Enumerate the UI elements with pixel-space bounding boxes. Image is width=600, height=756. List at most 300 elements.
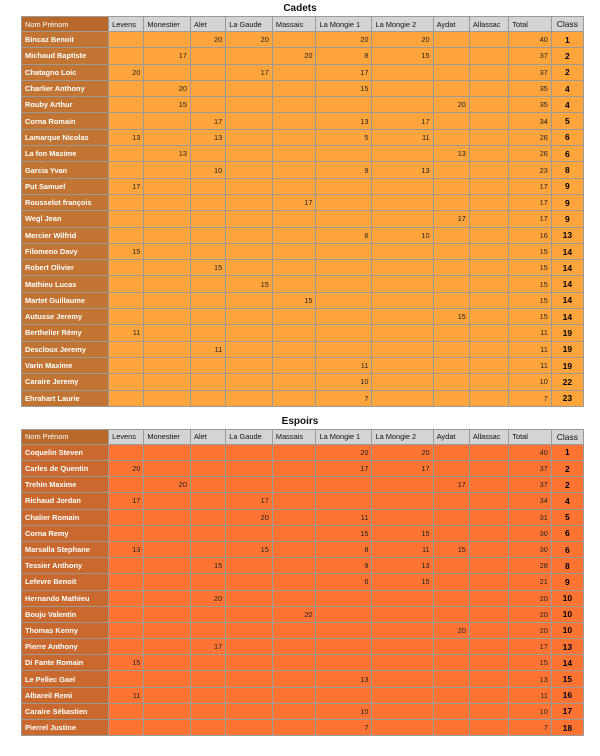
points-cell bbox=[470, 179, 508, 194]
points-cell bbox=[372, 510, 432, 525]
points-cell bbox=[109, 445, 143, 460]
points-cell bbox=[226, 688, 272, 703]
points-cell bbox=[273, 704, 316, 719]
points-cell bbox=[144, 510, 190, 525]
points-cell bbox=[226, 374, 272, 389]
points-cell: 11 bbox=[191, 342, 225, 357]
points-cell: 15 bbox=[316, 81, 371, 96]
points-cell bbox=[273, 342, 316, 357]
table-row bbox=[22, 342, 583, 357]
points-cell bbox=[434, 179, 469, 194]
points-cell: 15 bbox=[372, 526, 432, 541]
points-cell bbox=[144, 113, 190, 128]
points-cell bbox=[273, 276, 316, 291]
points-cell bbox=[144, 704, 190, 719]
table-row bbox=[22, 244, 583, 259]
points-cell bbox=[109, 146, 143, 161]
class-cell: 13 bbox=[552, 639, 583, 654]
rider-name-cell: Tessier Anthony bbox=[22, 558, 108, 573]
points-cell: 17 bbox=[434, 477, 469, 492]
points-cell bbox=[273, 391, 316, 406]
espoirs-body bbox=[22, 445, 583, 735]
points-cell bbox=[226, 211, 272, 226]
points-cell bbox=[470, 325, 508, 340]
rider-name-cell: Chalier Romain bbox=[22, 510, 108, 525]
points-cell bbox=[273, 97, 316, 112]
points-cell bbox=[273, 32, 316, 47]
points-cell bbox=[191, 704, 225, 719]
points-cell bbox=[470, 526, 508, 541]
points-cell bbox=[226, 260, 272, 275]
points-cell: 17 bbox=[109, 493, 143, 508]
rider-name-cell: Martet Guillaume bbox=[22, 293, 108, 308]
table-row bbox=[22, 591, 583, 606]
table-row bbox=[22, 558, 583, 573]
points-cell bbox=[434, 526, 469, 541]
points-cell bbox=[434, 162, 469, 177]
points-cell bbox=[273, 309, 316, 324]
total-cell: 15 bbox=[509, 244, 551, 259]
rider-name-cell: Pierrel Justine bbox=[22, 720, 108, 735]
points-cell: 11 bbox=[109, 325, 143, 340]
points-cell bbox=[434, 244, 469, 259]
points-cell bbox=[191, 325, 225, 340]
total-cell: 10 bbox=[509, 374, 551, 389]
points-cell bbox=[226, 358, 272, 373]
points-cell bbox=[109, 574, 143, 589]
points-cell bbox=[434, 65, 469, 80]
total-cell: 20 bbox=[509, 591, 551, 606]
points-cell bbox=[470, 342, 508, 357]
points-cell bbox=[372, 309, 432, 324]
points-cell bbox=[273, 493, 316, 508]
table-row bbox=[22, 607, 583, 622]
points-cell bbox=[226, 445, 272, 460]
points-cell bbox=[191, 48, 225, 63]
points-cell: 15 bbox=[226, 276, 272, 291]
table-row bbox=[22, 309, 583, 324]
table-row bbox=[22, 542, 583, 557]
points-cell bbox=[372, 342, 432, 357]
points-cell bbox=[470, 65, 508, 80]
points-cell bbox=[372, 477, 432, 492]
points-cell bbox=[144, 342, 190, 357]
points-cell bbox=[144, 32, 190, 47]
points-cell bbox=[226, 623, 272, 638]
total-cell: 26 bbox=[509, 130, 551, 145]
points-cell: 20 bbox=[191, 32, 225, 47]
points-cell bbox=[434, 391, 469, 406]
points-cell bbox=[109, 195, 143, 210]
points-cell bbox=[316, 97, 371, 112]
column-header: Class bbox=[552, 430, 583, 444]
points-cell bbox=[273, 211, 316, 226]
table-row bbox=[22, 623, 583, 638]
points-cell bbox=[191, 574, 225, 589]
points-cell: 17 bbox=[144, 48, 190, 63]
points-cell bbox=[273, 162, 316, 177]
points-cell bbox=[470, 558, 508, 573]
points-cell bbox=[144, 162, 190, 177]
points-cell bbox=[144, 244, 190, 259]
points-cell bbox=[372, 720, 432, 735]
points-cell bbox=[191, 374, 225, 389]
points-cell bbox=[144, 179, 190, 194]
rider-name-cell: Put Samuel bbox=[22, 179, 108, 194]
points-cell bbox=[434, 671, 469, 686]
points-cell bbox=[226, 81, 272, 96]
points-cell bbox=[372, 211, 432, 226]
points-cell bbox=[191, 309, 225, 324]
points-cell: 17 bbox=[273, 195, 316, 210]
rider-name-cell: Bincaz Benoit bbox=[22, 32, 108, 47]
points-cell bbox=[144, 542, 190, 557]
total-cell: 10 bbox=[509, 704, 551, 719]
points-cell bbox=[226, 639, 272, 654]
column-header: Levens bbox=[109, 17, 143, 31]
points-cell: 15 bbox=[109, 244, 143, 259]
points-cell bbox=[226, 391, 272, 406]
points-cell: 15 bbox=[191, 260, 225, 275]
points-cell bbox=[191, 542, 225, 557]
points-cell bbox=[191, 623, 225, 638]
points-cell: 13 bbox=[144, 146, 190, 161]
table-row bbox=[22, 391, 583, 406]
column-header: Aydat bbox=[434, 430, 469, 444]
column-header: La Gaude bbox=[226, 430, 272, 444]
points-cell bbox=[273, 228, 316, 243]
points-cell: 8 bbox=[316, 542, 371, 557]
points-cell bbox=[470, 623, 508, 638]
total-cell: 21 bbox=[509, 574, 551, 589]
points-cell bbox=[191, 688, 225, 703]
points-cell bbox=[316, 623, 371, 638]
points-cell: 15 bbox=[434, 309, 469, 324]
points-cell bbox=[191, 526, 225, 541]
points-cell bbox=[273, 477, 316, 492]
points-cell bbox=[109, 623, 143, 638]
points-cell: 20 bbox=[109, 65, 143, 80]
points-cell bbox=[226, 342, 272, 357]
points-cell bbox=[372, 607, 432, 622]
points-cell bbox=[470, 309, 508, 324]
class-cell: 1 bbox=[552, 32, 583, 47]
column-header: Massais bbox=[273, 17, 316, 31]
points-cell bbox=[191, 97, 225, 112]
class-cell: 2 bbox=[552, 477, 583, 492]
total-cell: 15 bbox=[509, 276, 551, 291]
points-cell bbox=[191, 720, 225, 735]
points-cell: 17 bbox=[191, 639, 225, 654]
points-cell: 20 bbox=[434, 97, 469, 112]
points-cell bbox=[273, 591, 316, 606]
points-cell bbox=[372, 391, 432, 406]
points-cell bbox=[226, 146, 272, 161]
total-cell: 35 bbox=[509, 81, 551, 96]
column-header: Allassac bbox=[470, 17, 508, 31]
points-cell bbox=[191, 195, 225, 210]
points-cell bbox=[273, 260, 316, 275]
class-cell: 4 bbox=[552, 81, 583, 96]
class-cell: 13 bbox=[552, 228, 583, 243]
class-cell: 14 bbox=[552, 309, 583, 324]
points-cell: 17 bbox=[316, 65, 371, 80]
points-cell bbox=[109, 720, 143, 735]
points-cell bbox=[144, 720, 190, 735]
rider-name-cell: Michaud Baptiste bbox=[22, 48, 108, 63]
table-row bbox=[22, 146, 583, 161]
total-cell: 30 bbox=[509, 542, 551, 557]
column-header: Aydat bbox=[434, 17, 469, 31]
points-cell bbox=[109, 211, 143, 226]
points-cell bbox=[273, 461, 316, 476]
espoirs-section-title: Espoirs bbox=[281, 415, 319, 427]
rider-name-cell: Richaud Jordan bbox=[22, 493, 108, 508]
table-row bbox=[22, 639, 583, 654]
points-cell bbox=[273, 179, 316, 194]
column-header: Nom Prénom bbox=[22, 430, 108, 444]
points-cell bbox=[372, 97, 432, 112]
points-cell: 11 bbox=[316, 510, 371, 525]
points-cell bbox=[372, 623, 432, 638]
points-cell bbox=[434, 574, 469, 589]
points-cell bbox=[273, 671, 316, 686]
points-cell bbox=[372, 688, 432, 703]
column-header: Total bbox=[509, 430, 551, 444]
points-cell: 13 bbox=[372, 558, 432, 573]
points-cell: 20 bbox=[434, 623, 469, 638]
points-cell bbox=[273, 325, 316, 340]
points-cell: 15 bbox=[372, 574, 432, 589]
points-cell bbox=[191, 244, 225, 259]
points-cell bbox=[109, 342, 143, 357]
points-cell bbox=[109, 162, 143, 177]
table-row bbox=[22, 260, 583, 275]
column-header: Alet bbox=[191, 430, 225, 444]
class-cell: 4 bbox=[552, 97, 583, 112]
total-cell: 15 bbox=[509, 309, 551, 324]
points-cell bbox=[109, 671, 143, 686]
points-cell bbox=[109, 260, 143, 275]
points-cell bbox=[316, 293, 371, 308]
table-row bbox=[22, 445, 583, 460]
points-cell: 13 bbox=[316, 113, 371, 128]
points-cell bbox=[191, 461, 225, 476]
points-cell bbox=[470, 293, 508, 308]
class-cell: 14 bbox=[552, 276, 583, 291]
points-cell bbox=[372, 374, 432, 389]
points-cell bbox=[372, 671, 432, 686]
table-row bbox=[22, 48, 583, 63]
total-cell: 17 bbox=[509, 179, 551, 194]
points-cell bbox=[372, 493, 432, 508]
points-cell: 17 bbox=[226, 493, 272, 508]
points-cell bbox=[109, 704, 143, 719]
points-cell bbox=[109, 113, 143, 128]
points-cell: 10 bbox=[316, 704, 371, 719]
points-cell bbox=[144, 526, 190, 541]
points-cell: 15 bbox=[144, 97, 190, 112]
points-cell bbox=[226, 97, 272, 112]
points-cell: 17 bbox=[226, 65, 272, 80]
total-cell: 37 bbox=[509, 48, 551, 63]
rider-name-cell: Charlier Anthony bbox=[22, 81, 108, 96]
points-cell bbox=[470, 510, 508, 525]
points-cell bbox=[470, 591, 508, 606]
points-cell bbox=[470, 720, 508, 735]
table-row bbox=[22, 510, 583, 525]
points-cell bbox=[273, 526, 316, 541]
points-cell bbox=[226, 228, 272, 243]
class-cell: 8 bbox=[552, 162, 583, 177]
points-cell bbox=[144, 391, 190, 406]
class-cell: 14 bbox=[552, 244, 583, 259]
class-cell: 9 bbox=[552, 574, 583, 589]
points-cell bbox=[191, 671, 225, 686]
class-cell: 19 bbox=[552, 325, 583, 340]
class-cell: 14 bbox=[552, 260, 583, 275]
points-cell: 20 bbox=[144, 81, 190, 96]
points-cell bbox=[372, 591, 432, 606]
points-cell bbox=[109, 97, 143, 112]
class-cell: 23 bbox=[552, 391, 583, 406]
points-cell bbox=[273, 244, 316, 259]
points-cell: 20 bbox=[316, 445, 371, 460]
total-cell: 40 bbox=[509, 32, 551, 47]
points-cell bbox=[273, 574, 316, 589]
rider-name-cell: Carles de Quentin bbox=[22, 461, 108, 476]
points-cell: 15 bbox=[372, 48, 432, 63]
rider-name-cell: Mathieu Lucas bbox=[22, 276, 108, 291]
total-cell: 15 bbox=[509, 260, 551, 275]
rider-name-cell: Corna Romain bbox=[22, 113, 108, 128]
points-cell bbox=[372, 293, 432, 308]
points-cell bbox=[372, 65, 432, 80]
points-cell: 13 bbox=[109, 542, 143, 557]
points-cell bbox=[226, 591, 272, 606]
table-row bbox=[22, 477, 583, 492]
points-cell bbox=[144, 260, 190, 275]
points-cell bbox=[434, 688, 469, 703]
points-cell bbox=[316, 146, 371, 161]
points-cell bbox=[434, 374, 469, 389]
rider-name-cell: Lefevre Benoit bbox=[22, 574, 108, 589]
table-row bbox=[22, 574, 583, 589]
points-cell: 15 bbox=[273, 293, 316, 308]
table-row bbox=[22, 655, 583, 670]
points-cell bbox=[470, 358, 508, 373]
points-cell bbox=[273, 65, 316, 80]
points-cell bbox=[273, 510, 316, 525]
rider-name-cell: Varin Maxime bbox=[22, 358, 108, 373]
total-cell: 17 bbox=[509, 211, 551, 226]
points-cell bbox=[316, 477, 371, 492]
rider-name-cell: Autusse Jeremy bbox=[22, 309, 108, 324]
total-cell: 16 bbox=[509, 228, 551, 243]
points-cell bbox=[226, 526, 272, 541]
points-cell bbox=[273, 639, 316, 654]
points-cell bbox=[273, 358, 316, 373]
points-cell bbox=[316, 655, 371, 670]
points-cell bbox=[434, 461, 469, 476]
class-cell: 9 bbox=[552, 179, 583, 194]
total-cell: 7 bbox=[509, 720, 551, 735]
points-cell: 17 bbox=[372, 461, 432, 476]
points-cell bbox=[109, 591, 143, 606]
points-cell bbox=[191, 445, 225, 460]
table-row bbox=[22, 688, 583, 703]
table-row bbox=[22, 81, 583, 96]
points-cell bbox=[273, 374, 316, 389]
points-cell: 6 bbox=[316, 228, 371, 243]
points-cell bbox=[273, 623, 316, 638]
points-cell: 10 bbox=[191, 162, 225, 177]
table-row bbox=[22, 704, 583, 719]
points-cell bbox=[191, 510, 225, 525]
points-cell: 10 bbox=[316, 374, 371, 389]
table-row bbox=[22, 195, 583, 210]
points-cell bbox=[470, 113, 508, 128]
cadets-section-title: Cadets bbox=[283, 3, 317, 14]
total-cell: 34 bbox=[509, 493, 551, 508]
rider-name-cell: Filomeno Davy bbox=[22, 244, 108, 259]
points-cell bbox=[434, 32, 469, 47]
total-cell: 17 bbox=[509, 639, 551, 654]
rider-name-cell: Caraire Sébastien bbox=[22, 704, 108, 719]
rider-name-cell: Pierre Anthony bbox=[22, 639, 108, 654]
points-cell: 20 bbox=[273, 48, 316, 63]
table-row bbox=[22, 720, 583, 735]
class-cell: 19 bbox=[552, 358, 583, 373]
points-cell bbox=[372, 260, 432, 275]
column-header: La Mongie 1 bbox=[316, 430, 371, 444]
rider-name-cell: Rouby Arthur bbox=[22, 97, 108, 112]
class-cell: 17 bbox=[552, 704, 583, 719]
points-cell bbox=[316, 260, 371, 275]
total-cell: 37 bbox=[509, 65, 551, 80]
class-cell: 9 bbox=[552, 195, 583, 210]
points-cell bbox=[191, 276, 225, 291]
total-cell: 40 bbox=[509, 445, 551, 460]
points-cell bbox=[316, 195, 371, 210]
points-cell bbox=[470, 48, 508, 63]
points-cell bbox=[191, 65, 225, 80]
points-cell bbox=[226, 48, 272, 63]
points-cell bbox=[144, 655, 190, 670]
points-cell bbox=[226, 720, 272, 735]
class-cell: 6 bbox=[552, 542, 583, 557]
points-cell bbox=[372, 639, 432, 654]
points-cell bbox=[470, 276, 508, 291]
points-cell bbox=[109, 510, 143, 525]
column-header: La Mongie 2 bbox=[372, 17, 432, 31]
points-cell: 20 bbox=[372, 445, 432, 460]
table-row bbox=[22, 276, 583, 291]
points-cell bbox=[191, 211, 225, 226]
espoirs-table bbox=[21, 429, 584, 736]
total-cell: 17 bbox=[509, 195, 551, 210]
points-cell bbox=[226, 574, 272, 589]
points-cell: 7 bbox=[316, 720, 371, 735]
points-cell bbox=[316, 607, 371, 622]
points-cell bbox=[470, 607, 508, 622]
points-cell bbox=[372, 244, 432, 259]
points-cell bbox=[191, 477, 225, 492]
class-cell: 18 bbox=[552, 720, 583, 735]
points-cell bbox=[470, 477, 508, 492]
table-row bbox=[22, 325, 583, 340]
rider-name-cell: Ehrahart Laurie bbox=[22, 391, 108, 406]
